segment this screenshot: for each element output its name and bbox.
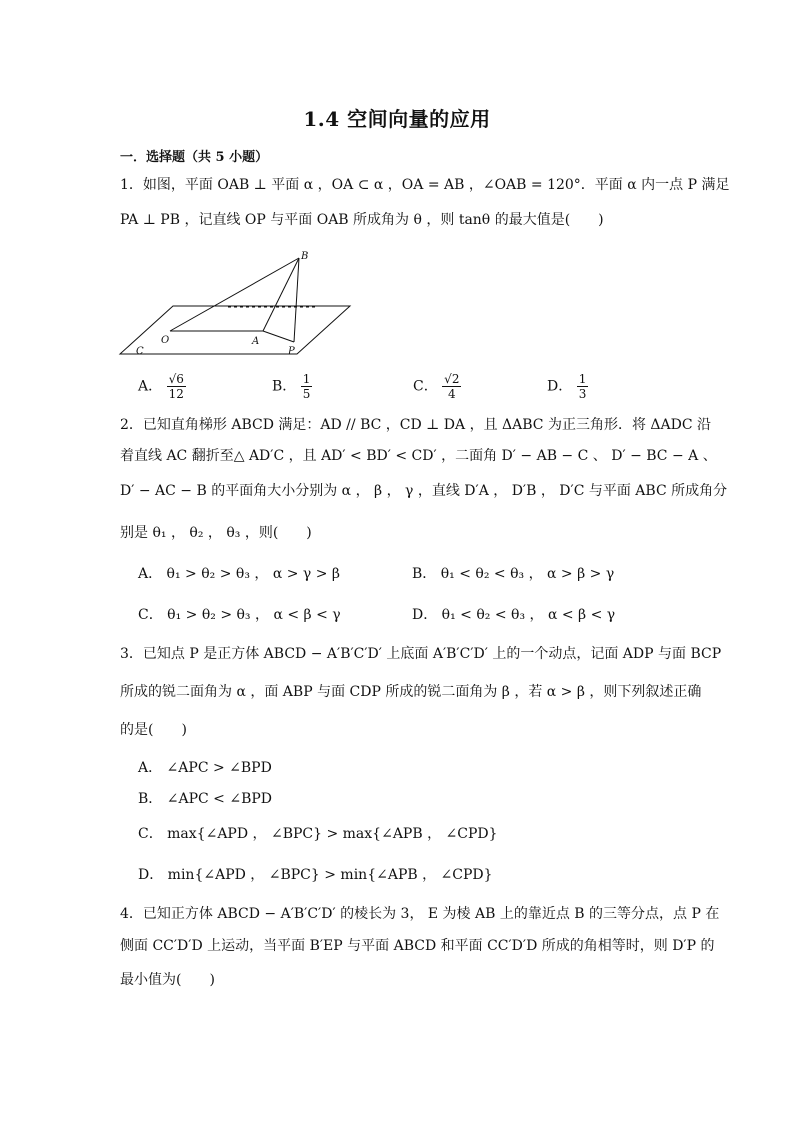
q2-line-2: 着直线 AC 翻折至△ AD′C ，且 AD′ < BD′ < CD′ ，二面角 D′ − AB − C 、 D′ − BC − A 、 bbox=[120, 448, 717, 464]
q3-option-a[interactable]: A． ∠APC > ∠BPD bbox=[138, 760, 272, 776]
plane-alpha bbox=[120, 306, 350, 354]
q2-option-d[interactable]: D． θ₁ < θ₂ < θ₃ ， α < β < γ bbox=[412, 607, 616, 623]
q4-line-2: 侧面 CC′D′D 上运动，当平面 B′EP 与平面 ABCD 和平面 CC′D′D 所成的角相等时，则 D′P 的 bbox=[120, 938, 715, 954]
q1-option-c-fraction bbox=[442, 372, 461, 401]
segment-OB bbox=[170, 258, 299, 331]
q2-option-a[interactable]: A． θ₁ > θ₂ > θ₃ ， α > γ > β bbox=[138, 566, 341, 582]
segment-PB bbox=[294, 258, 299, 342]
q3-line-2: 所成的锐二面角为 α ，面 ABP 与面 CDP 所成的锐二面角为 β ，若 α > β ，则下列叙述正确 bbox=[120, 684, 702, 700]
q1-figure bbox=[118, 248, 358, 360]
section-heading: 一．选择题（共 5 小题） bbox=[120, 150, 269, 165]
label-C: C bbox=[136, 346, 144, 357]
q3-line-1: 3．已知点 P 是正方体 ABCD − A′B′C′D′ 上底面 A′B′C′D′ 上的一个动点，记面 ADP 与面 BCP bbox=[120, 646, 722, 662]
q1-option-c-letter: C． bbox=[413, 378, 438, 395]
q2-option-b[interactable]: B． θ₁ < θ₂ < θ₃ ， α > β > γ bbox=[412, 566, 615, 582]
q1-line-1: 1．如图，平面 OAB ⊥ 平面 α ，OA ⊂ α ，OA = AB ，∠OAB = 120°．平面 α 内一点 P 满足 bbox=[120, 177, 730, 193]
label-O: O bbox=[161, 335, 170, 346]
q2-line-1: 2．已知直角梯形 ABCD 满足：AD // BC ，CD ⊥ DA ，且 ΔABC 为正三角形．将 ΔADC 沿 bbox=[120, 417, 712, 433]
q1-option-d-letter: D． bbox=[547, 378, 573, 395]
q1-option-a-denominator: 12 bbox=[168, 387, 184, 401]
q4-line-3: 最小值为( ) bbox=[120, 972, 215, 988]
q1-option-a[interactable] bbox=[138, 372, 186, 401]
q3-line-3: 的是( ) bbox=[120, 722, 187, 738]
q1-option-d-fraction bbox=[577, 372, 589, 401]
q1-option-b-letter: B． bbox=[272, 378, 297, 395]
segment-PA bbox=[263, 331, 294, 342]
document-title: 1.4 空间向量的应用 bbox=[303, 107, 491, 131]
q1-option-c-numerator: √2 bbox=[444, 372, 460, 386]
q1-option-c[interactable] bbox=[413, 372, 461, 401]
label-B: B bbox=[301, 251, 309, 262]
q1-option-d-numerator: 1 bbox=[578, 372, 587, 386]
q1-option-b[interactable] bbox=[272, 372, 312, 401]
q3-option-c[interactable]: C． max{∠APD ， ∠BPC} > max{∠APB ， ∠CPD} bbox=[138, 826, 498, 842]
q1-option-b-fraction bbox=[301, 372, 313, 401]
q1-option-b-denominator: 5 bbox=[302, 387, 311, 401]
q2-line-3: D′ − AC − B 的平面角大小分别为 α ， β ， γ ，直线 D′A ， D′B ， D′C 与平面 ABC 所成角分 bbox=[120, 483, 728, 499]
q4-line-1: 4．已知正方体 ABCD − A′B′C′D′ 的棱长为 3， E 为棱 AB 上的靠近点 B 的三等分点，点 P 在 bbox=[120, 906, 720, 922]
q2-line-4: 别是 θ₁ ， θ₂ ， θ₃ ，则( ) bbox=[120, 525, 312, 541]
q1-option-b-numerator: 1 bbox=[302, 372, 311, 386]
q1-option-a-numerator: √6 bbox=[168, 372, 184, 386]
q1-option-c-denominator: 4 bbox=[447, 387, 456, 401]
q1-option-a-fraction bbox=[167, 372, 186, 401]
q1-line-2: PA ⊥ PB ，记直线 OP 与平面 OAB 所成角为 θ ，则 tanθ 的最大值是( ) bbox=[120, 212, 604, 228]
q3-option-d[interactable]: D． min{∠APD ， ∠BPC} > min{∠APB ， ∠CPD} bbox=[138, 867, 493, 883]
label-A: A bbox=[252, 336, 260, 347]
q3-option-b[interactable]: B． ∠APC < ∠BPD bbox=[138, 791, 273, 807]
q1-option-a-letter: A． bbox=[138, 378, 163, 395]
segment-AB bbox=[263, 258, 299, 331]
label-P: P bbox=[288, 346, 295, 357]
q2-option-c[interactable]: C． θ₁ > θ₂ > θ₃ ， α < β < γ bbox=[138, 607, 341, 623]
q1-option-d[interactable] bbox=[547, 372, 588, 401]
q1-option-d-denominator: 3 bbox=[578, 387, 587, 401]
